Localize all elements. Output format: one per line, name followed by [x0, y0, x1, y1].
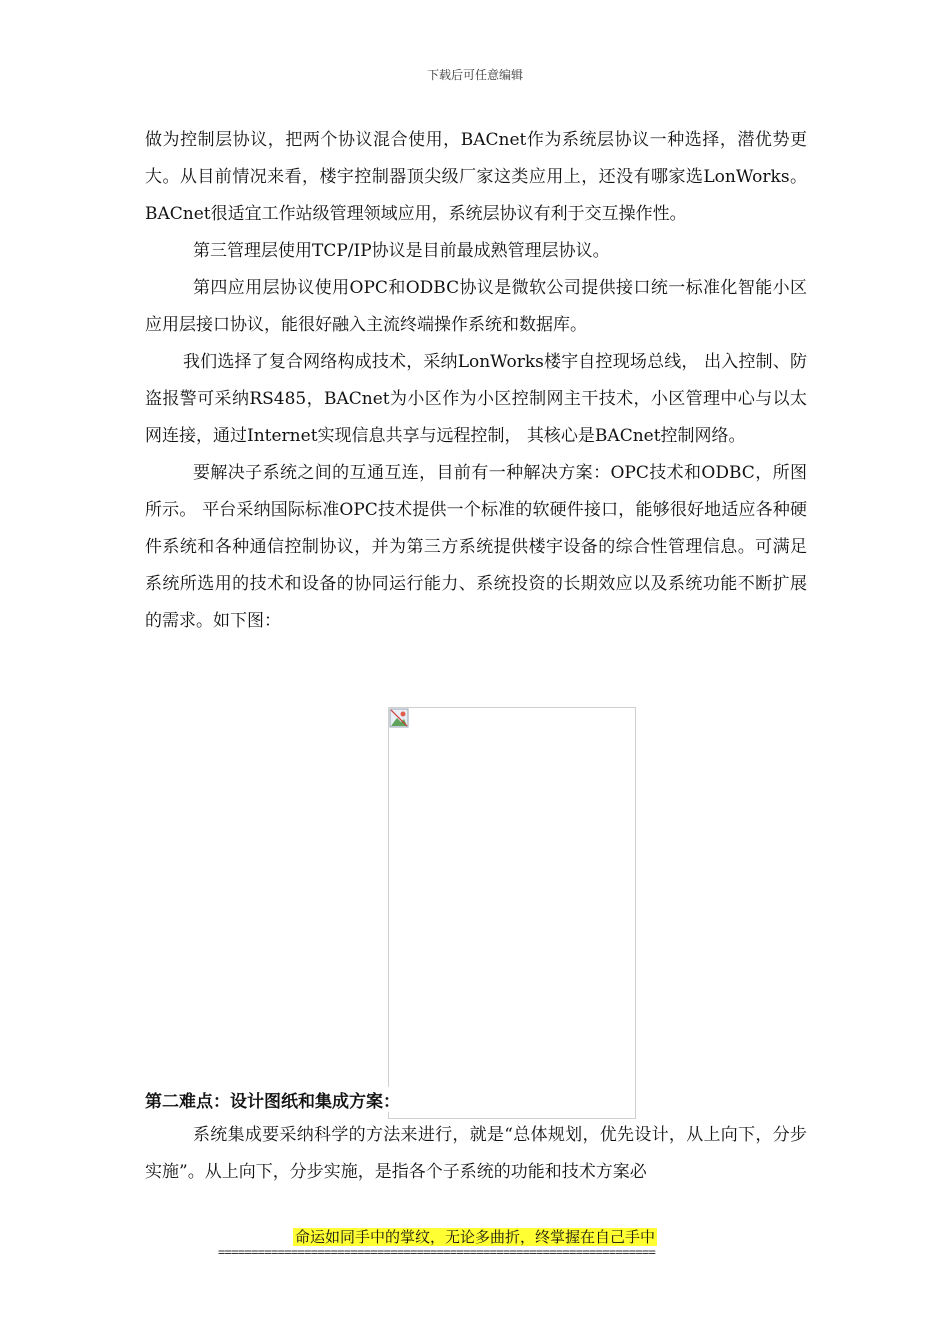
page-header: 下载后可任意编辑: [426, 68, 523, 82]
paragraph-2: 第三管理层使用TCP/IP协议是目前最成熟管理层协议。: [193, 241, 610, 261]
section-heading: 第二难点：设计图纸和集成方案：: [145, 1087, 400, 1112]
figure-placeholder: [388, 707, 636, 1119]
paragraph-6: 系统集成要采纳科学的方法来进行，就是“总体规划，优先设计，从上向下，分步实施”。从上向下，分步实施，是指各个子系统的功能和技术方案必: [145, 1125, 807, 1182]
footer-motto: [0, 1226, 950, 1247]
body-text-bottom: [145, 1117, 807, 1191]
footer-motto-text: 命运如同手中的掌纹，无论多曲折，终掌握在自己手中: [294, 1228, 655, 1246]
paragraph-3: 第四应用层协议使用OPC和ODBC协议是微软公司提供接口统一标准化智能小区应用层接口协议，能很好融入主流终端操作系统和数据库。: [145, 278, 807, 335]
body-text-top: [145, 122, 807, 640]
paragraph-5: 要解决子系统之间的互通互连，目前有一种解决方案：OPC技术和ODBC，所图所示。 平台采纳国际标准OPC技术提供一个标准的软硬件接口，能够很好地适应各种硬件系统和各种通信控制协议，并为第三方系统提供楼宇设备的综合性管理信息。可满足系统所选用的技术和设备的协同运行能力、系统投资的长期效应以及系统功能不断扩展的需求。如下图：: [145, 463, 807, 631]
broken-image-icon: [389, 708, 409, 728]
paragraph-1: 做为控制层协议，把两个协议混合使用，BACnet作为系统层协议一种选择，潜优势更大。从目前情况来看，楼宇控制器顶尖级厂家这类应用上，还没有哪家选LonWorks。BACnet很适宜工作站级管理领域应用，系统层协议有利于交互操作性。: [145, 130, 807, 224]
paragraph-4: 我们选择了复合网络构成技术，采纳LonWorks楼宇自控现场总线， 出入控制、防盗报警可采纳RS485，BACnet为小区作为小区控制网主干技术，小区管理中心与以太网连接，通过Internet实现信息共享与远程控制， 其核心是BACnet控制网络。: [145, 352, 807, 446]
footer-divider: ==================================================================: [218, 1245, 656, 1259]
